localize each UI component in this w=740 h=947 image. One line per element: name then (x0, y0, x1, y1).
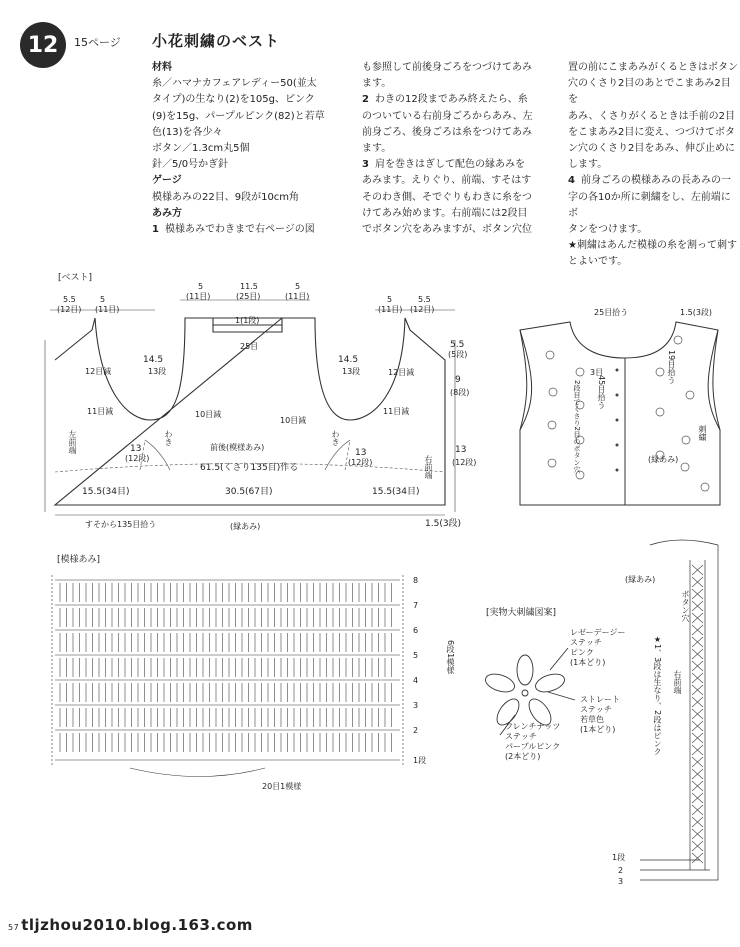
materials-line: タイプ)の生なり(2)を105g、ピンク (152, 94, 315, 106)
edge-stitch-mark (692, 697, 703, 707)
body-line: ます。 (362, 78, 392, 90)
dim-label: 5 (198, 282, 204, 291)
body-line: けてあみ始めます。右前端には2段目 (362, 207, 528, 219)
step-3-line: 3 肩を巻きはぎして配色の縁あみを (362, 159, 525, 171)
body-line: あみます。えりぐり、前端、すそはす (362, 175, 532, 187)
body-line: も参照して前後身ごろをつづけてあみ (362, 62, 532, 73)
side-label: わき (331, 430, 340, 446)
dim-label: (12段) (125, 454, 150, 463)
materials-line: 色(13)を各少々 (152, 126, 223, 138)
finish-label: 19目拾う (667, 350, 676, 385)
decrease-label: 12目減 (388, 368, 415, 377)
edge-stitch-mark (692, 565, 703, 575)
finish-label: 1.5(3段) (680, 308, 713, 317)
row-number: 2 (413, 726, 419, 735)
edge-stitch-mark (692, 625, 703, 635)
dim-label: 25目 (240, 342, 259, 351)
edge-stitch-mark (692, 601, 703, 611)
pattern-side-label: 6段1模様 (446, 640, 455, 675)
edge-stitch-mark (692, 721, 703, 731)
dim-label: 15.5(34目) (372, 487, 420, 497)
dim-label: すそから135目拾う (85, 520, 157, 529)
body-line: のついている右前身ごろからあみ、左 (362, 110, 533, 122)
dim-label: 13段 (342, 367, 361, 376)
edging-color-note: ★1、3段は生なり、2段はピンク (653, 635, 662, 756)
dim-label: 13 (130, 444, 142, 454)
embroidery-section-label: [実物大刺繍図案] (486, 608, 557, 618)
row-number: 1段 (413, 756, 427, 765)
materials-heading: 材料 (152, 62, 172, 73)
edge-stitch-mark (692, 853, 703, 863)
edge-stitch-mark (692, 805, 703, 815)
decrease-label: 10目減 (195, 410, 222, 419)
finish-label: 3目 (590, 368, 604, 377)
dim-label: (縁あみ) (230, 522, 261, 531)
edge-stitch-mark (692, 817, 703, 827)
body-line: 置の前にこまあみがくるときはボタン (568, 62, 738, 73)
body-line: あみ、くさりがくるときは手前の2目 (568, 110, 735, 122)
edge-stitch-mark (692, 769, 703, 779)
straight-stitch-label: ストレート ステッチ 若草色 (1本どり) (580, 695, 620, 734)
dim-label: (11目) (95, 305, 120, 314)
edge-stitch-mark (692, 841, 703, 851)
edge-stitch-mark (692, 829, 703, 839)
edge-stitch-mark (692, 685, 703, 695)
pattern-number-badge: 12 (20, 22, 66, 68)
dim-label: 5.5 (418, 295, 431, 304)
dim-label: 14.5 (338, 355, 359, 365)
buttonhole-label: ボタン穴 (681, 590, 690, 622)
step-4-line: 4 前身ごろの模様あみの長あみの一 (568, 175, 731, 187)
materials-line: 糸／ハマナカフェアレディー50(並太 (152, 78, 317, 90)
dim-label: (12段) (348, 458, 373, 467)
row-number: 7 (413, 601, 419, 610)
chain-label: 61.5(くさり135目)作る (200, 463, 299, 473)
dim-label: (12目) (410, 305, 435, 314)
row-number: 3 (413, 701, 419, 710)
body-line: します。 (568, 159, 608, 171)
row-number: 6 (413, 626, 419, 635)
edge-stitch-mark (692, 793, 703, 803)
dim-label: 5 (387, 295, 393, 304)
dim-label: 30.5(67目) (225, 487, 273, 497)
dim-label: 9 (455, 375, 461, 385)
row-number: 8 (413, 576, 419, 585)
lazy-daisy-label: レゼーデージー ステッチ ピンク (1本どり) (570, 628, 626, 667)
row-number: 4 (413, 676, 419, 685)
method-heading: あみ方 (152, 207, 182, 219)
french-knot-label: フレンチナッツ ステッチ パープルピンク (2本どり) (505, 722, 561, 761)
row-number: 5 (413, 651, 419, 660)
dim-label: 1.5(3段) (425, 519, 462, 529)
finish-label: 刺繍 (698, 425, 707, 441)
gauge-heading: ゲージ (152, 175, 182, 187)
dim-label: (8段) (450, 388, 470, 397)
body-line: そのわき側、そでぐりもわきに糸をつ (362, 191, 532, 203)
edge-stitch-mark (692, 757, 703, 767)
page-number: 57 (8, 923, 20, 932)
edge-stitch-mark (692, 709, 703, 719)
pattern-section-label: [模様あみ] (57, 555, 101, 565)
decrease-label: 11目減 (87, 407, 114, 416)
edge-stitch-mark (692, 589, 703, 599)
edge-stitch-mark (692, 661, 703, 671)
dim-label: (12目) (57, 305, 82, 314)
left-front-label: 左前端 (68, 430, 77, 454)
dim-label: 5.5 (450, 340, 465, 350)
body-line: をこまあみ2目に変え、つづけてボタ (568, 126, 735, 138)
edge-stitch-mark (692, 637, 703, 647)
edge-stitch-mark (692, 781, 703, 791)
decrease-label: 10目減 (280, 416, 307, 425)
right-front-edge-label: 右前端 (673, 670, 682, 694)
dim-label: (12段) (452, 458, 477, 467)
dim-label: (5段) (448, 350, 468, 359)
dim-label: 13段 (148, 367, 167, 376)
dim-label: 5.5 (63, 295, 76, 304)
edge-stitch-mark (692, 649, 703, 659)
materials-line: ボタン／1.3cm丸5個 (152, 143, 250, 155)
dim-label: (11目) (285, 292, 310, 301)
edge-stitch-mark (692, 745, 703, 755)
materials-line: (9)を15g、パープルピンク(82)と若草 (152, 110, 325, 122)
site-watermark: tljzhou2010.blog.163.com (21, 916, 253, 934)
finish-label: 45目拾う (597, 375, 606, 410)
decrease-label: 12目減 (85, 367, 112, 376)
step-1-line: 1 模様あみでわきまで右ページの図 (152, 224, 315, 236)
dim-label: 14.5 (143, 355, 164, 365)
dim-label: 15.5(34目) (82, 487, 130, 497)
side-label: わき (164, 430, 173, 446)
body-line: とよいです。 (568, 256, 628, 268)
finish-label: 25目拾う (594, 308, 629, 317)
edging-label: (縁あみ) (625, 575, 656, 584)
decrease-label: 11目減 (383, 407, 410, 416)
right-front-label: 右前端 (424, 455, 433, 479)
finish-label: (縁あみ) (648, 455, 679, 464)
gauge-line: 模様あみの22目、9段が10cm角 (152, 191, 300, 203)
edge-stitch-mark (692, 673, 703, 683)
dim-label: 5 (100, 295, 106, 304)
dim-label: 5 (295, 282, 301, 291)
dim-label: (25目) (236, 292, 261, 301)
dim-label: (11目) (186, 292, 211, 301)
finish-label: 2段目でくさり2目のボタン穴 (573, 380, 581, 473)
body-line: ン穴のくさり2目をあみ、伸び止めに (568, 143, 735, 155)
dim-label: 1(1段) (235, 316, 260, 325)
edge-stitch-mark (692, 733, 703, 743)
body-line: 穴のくさり2目のあとでこまあみ2目を (568, 78, 731, 106)
dim-label: 13 (355, 448, 367, 458)
edging-row: 3 (618, 877, 624, 886)
footer (8, 916, 253, 934)
edging-row: 2 (618, 866, 624, 875)
page-reference: 15ページ (74, 36, 121, 49)
pattern-repeat-label: 20目1模様 (262, 782, 302, 791)
body-line: 前身ごろ、後身ごろは糸をつけてあみ (362, 126, 532, 138)
body-line: でボタン穴をあみますが、ボタン穴位 (362, 224, 532, 236)
body-line: タンをつけます。 (568, 224, 648, 236)
edging-row: 1段 (612, 853, 626, 862)
page-title: 小花刺繍のベスト (152, 32, 281, 50)
dim-label: 11.5 (240, 282, 258, 291)
body-line: ★刺繍はあんだ模様の糸を割って刺す (568, 240, 737, 252)
materials-line: 針／5/0号かぎ針 (152, 159, 229, 171)
edge-stitch-mark (692, 577, 703, 587)
body-line: 字の各10か所に刺繍をし、左前端にボ (568, 191, 731, 219)
dim-label: 13 (455, 445, 467, 455)
body-center-label: 前後(模様あみ) (210, 443, 265, 452)
dim-label: (11目) (378, 305, 403, 314)
step-2-line: 2 わきの12段まであみ終えたら、糸 (362, 94, 528, 106)
edge-stitch-mark (692, 613, 703, 623)
body-line: ます。 (362, 143, 392, 155)
vest-section-label: [ベスト] (58, 273, 93, 283)
